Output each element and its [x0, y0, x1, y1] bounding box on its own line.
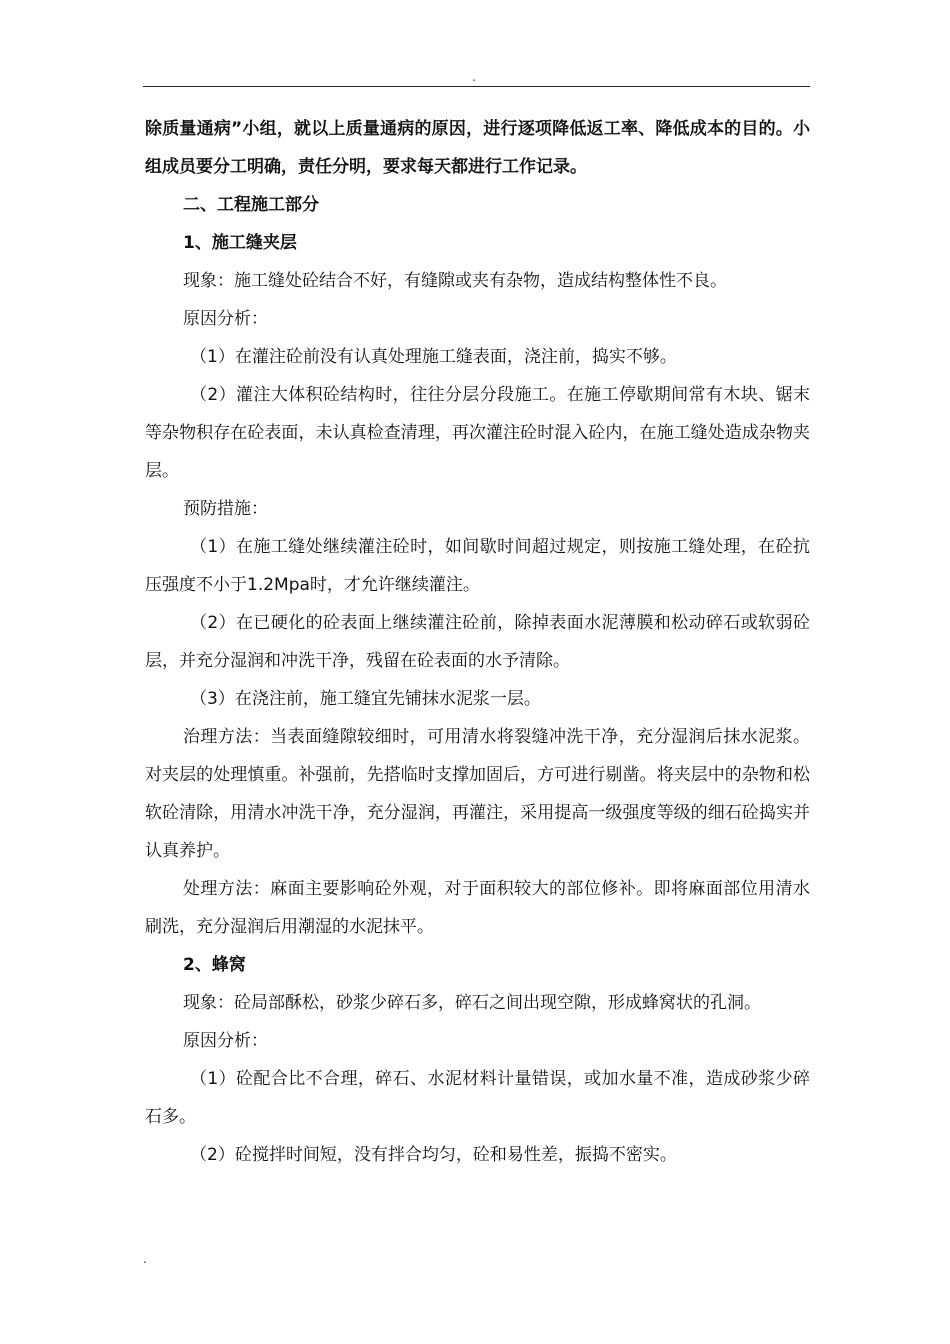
paragraph-cause-label: 原因分析： — [183, 309, 268, 329]
paragraph-handling: 处理方法：麻面主要影响砼外观，对于面积较大的部位修补。即将麻面部位用清水刷洗，充分湿润后用潮湿的水泥抹平。 — [145, 879, 810, 937]
paragraph-prevention-1: （1）在施工缝处继续灌注砼时，如间歇时间超过规定，则按施工缝处理，在砼抗压强度不小于1.2Mpa时，才允许继续灌注。 — [145, 537, 810, 595]
paragraph-cause-2: （2）砼搅拌时间短，没有拌合均匀，砼和易性差，振捣不密实。 — [190, 1145, 677, 1165]
paragraph-phenomenon: 现象：砼局部酥松，砂浆少碎石多，碎石之间出现空隙，形成蜂窝状的孔洞。 — [183, 993, 761, 1013]
paragraph-cause-2: （2）灌注大体积砼结构时，往往分层分段施工。在施工停歇期间常有木块、锯末等杂物积存在砼表面，未认真检查清理，再次灌注砼时混入砼内，在施工缝处造成杂物夹层。 — [145, 385, 810, 481]
paragraph-prevention-3: （3）在浇注前，施工缝宜先铺抹水泥浆一层。 — [190, 689, 541, 709]
document-body — [145, 110, 810, 1174]
paragraph-prevention-2: （2）在已硬化的砼表面上继续灌注砼前，除掉表面水泥薄膜和松动碎石或软弱砼层，并充分湿润和冲洗干净，残留在砼表面的水予清除。 — [145, 613, 810, 671]
paragraph-cause-label: 原因分析： — [183, 1031, 268, 1051]
paragraph-treatment: 治理方法：当表面缝隙较细时，可用清水将裂缝冲洗干净，充分湿润后抹水泥浆。对夹层的处理慎重。补强前，先搭临时支撑加固后，方可进行剔凿。将夹层中的杂物和松软砼清除，用清水冲洗干净，充分湿润，再灌注，采用提高一级强度等级的细石砼捣实并认真养护。 — [145, 727, 810, 861]
header-mark: . — [472, 70, 476, 84]
paragraph-phenomenon: 现象：施工缝处砼结合不好，有缝隙或夹有杂物，造成结构整体性不良。 — [183, 271, 727, 291]
section-heading: 二、工程施工部分 — [183, 195, 319, 215]
paragraph-cause-1: （1）在灌注砼前没有认真处理施工缝表面，浇注前，捣实不够。 — [190, 347, 677, 367]
footer-mark: . — [143, 1252, 147, 1266]
subsection-heading: 1、施工缝夹层 — [183, 233, 297, 253]
subsection-heading: 2、蜂窝 — [183, 955, 246, 975]
paragraph-prevention-label: 预防措施： — [183, 499, 268, 519]
header-rule — [143, 86, 810, 87]
paragraph-cause-1: （1）砼配合比不合理，碎石、水泥材料计量错误，或加水量不准，造成砂浆少碎石多。 — [145, 1069, 810, 1127]
paragraph-continuation: 除质量通病”小组，就以上质量通病的原因，进行逐项降低返工率、降低成本的目的。小组成员要分工明确，责任分明，要求每天都进行工作记录。 — [145, 119, 810, 177]
